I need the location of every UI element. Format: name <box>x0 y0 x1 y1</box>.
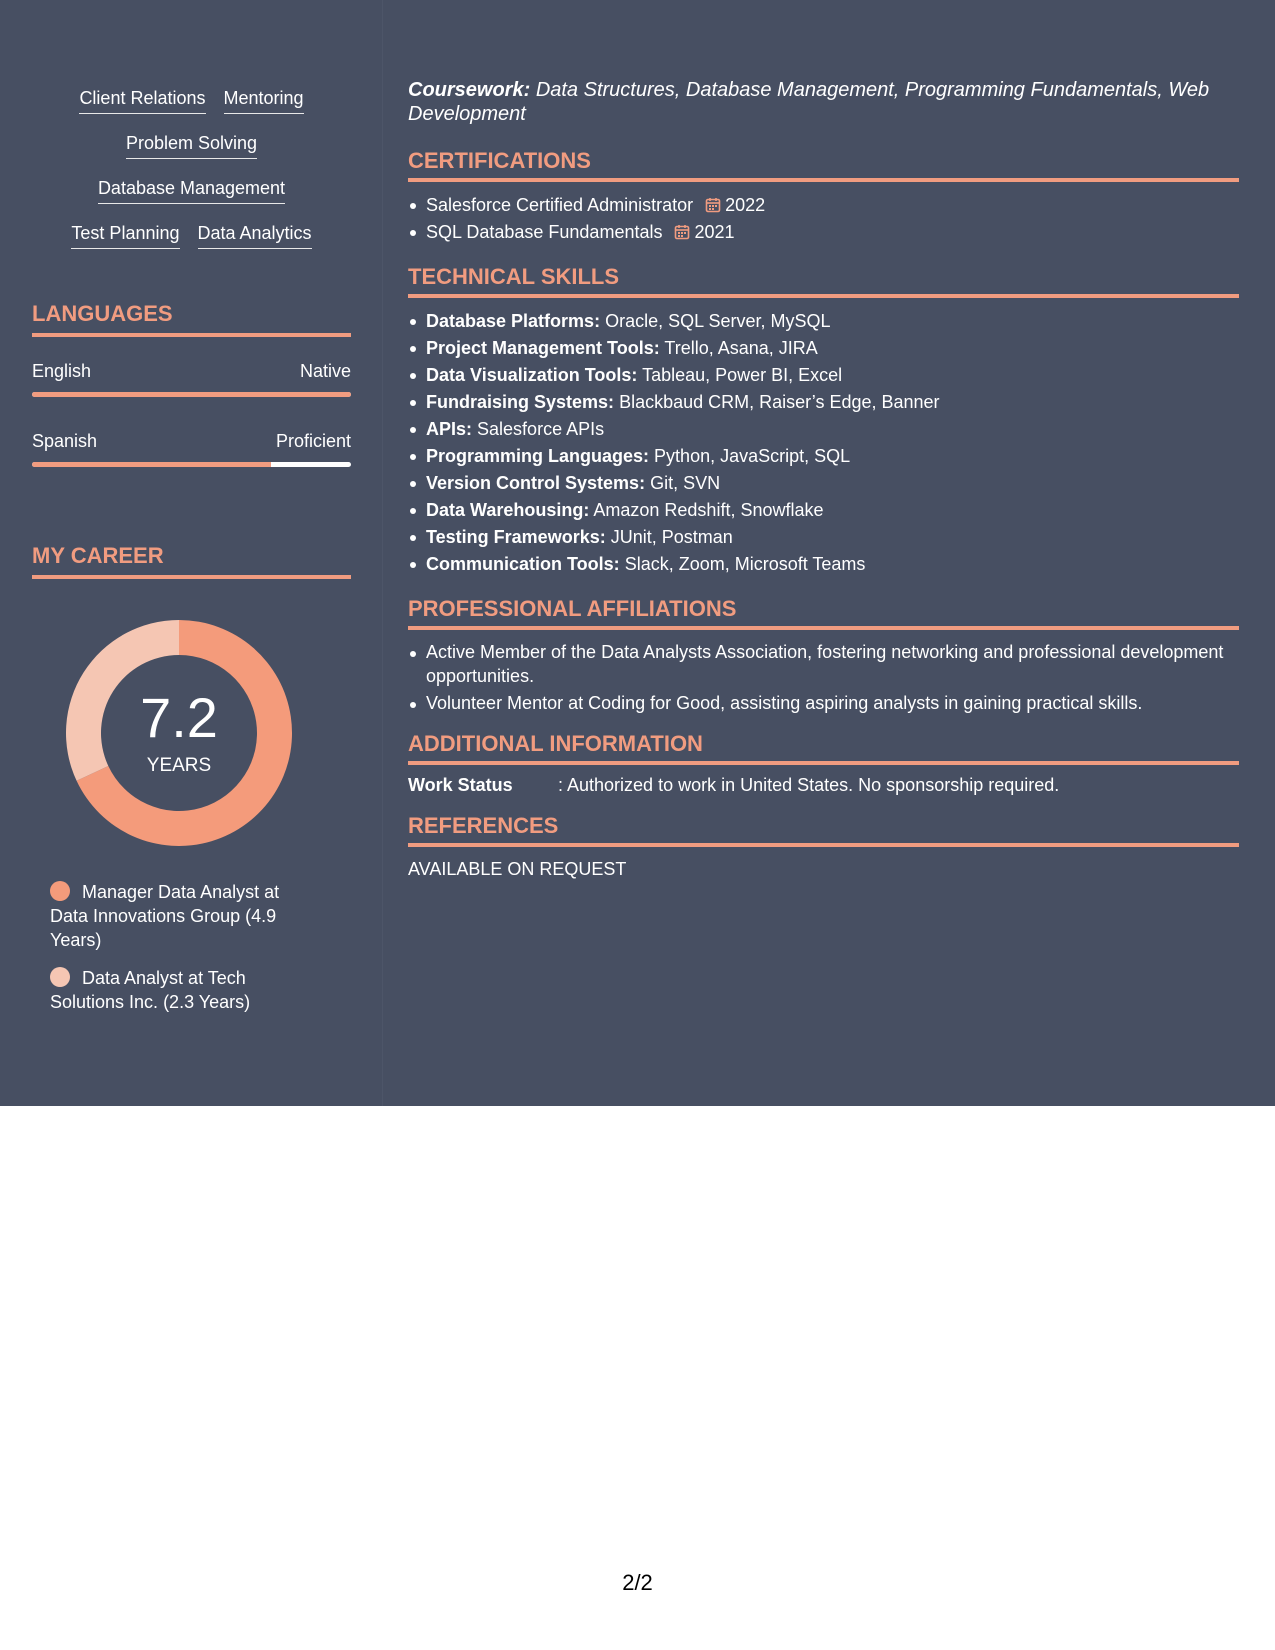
certification-name: Salesforce Certified Administrator <box>426 195 694 215</box>
career-legend-item <box>50 966 320 1014</box>
skill-values: Git, SVN <box>650 473 721 493</box>
list-item <box>408 192 1239 219</box>
work-status-value: : Authorized to work in United States. No sponsorship required. <box>558 775 1060 795</box>
list-item <box>408 551 1239 578</box>
coursework-text: Data Structures, Database Management, Programming Fundamentals, Web Development <box>408 79 1210 125</box>
coursework <box>408 78 1239 126</box>
certification-name: SQL Database Fundamentals <box>426 222 663 242</box>
career-years-label: YEARS <box>146 755 212 776</box>
technical-skills-heading: TECHNICAL SKILLS <box>408 264 1239 298</box>
language-level: Proficient <box>275 431 351 451</box>
skill-category: Fundraising Systems: <box>426 392 615 412</box>
skill-category: Communication Tools: <box>426 554 620 574</box>
affiliations-list <box>408 640 1239 715</box>
skill-values: JUnit, Postman <box>610 527 733 547</box>
certification-year: 2022 <box>725 195 766 215</box>
skill-category: Version Control Systems: <box>426 473 646 493</box>
language-bar-fill <box>32 392 351 397</box>
language-bar-fill <box>32 462 271 467</box>
list-item <box>408 219 1239 246</box>
skill-row <box>32 176 351 221</box>
legend-dot-icon <box>50 881 70 901</box>
skill-category: Data Visualization Tools: <box>426 365 638 385</box>
list-item <box>408 416 1239 443</box>
page-number: 2/2 <box>622 1570 653 1595</box>
skill-tag: Client Relations <box>79 86 205 114</box>
language-bar <box>32 392 351 397</box>
language-name: English <box>32 361 92 381</box>
list-item <box>408 308 1239 335</box>
list-item <box>408 389 1239 416</box>
language-item <box>32 360 351 397</box>
skill-values: Python, JavaScript, SQL <box>654 446 851 466</box>
skill-values: Slack, Zoom, Microsoft Teams <box>624 554 866 574</box>
skill-row <box>32 221 351 266</box>
additional-info-heading: ADDITIONAL INFORMATION <box>408 731 1239 765</box>
list-item <box>408 335 1239 362</box>
career-legend-label: Manager Data Analyst at Data Innovations Group (4.9 Years) <box>50 882 280 950</box>
skill-tag: Problem Solving <box>126 131 257 159</box>
skill-category: Project Management Tools: <box>426 338 660 358</box>
affiliations-heading: PROFESSIONAL AFFILIATIONS <box>408 596 1239 630</box>
list-item <box>408 470 1239 497</box>
language-name: Spanish <box>32 431 98 451</box>
skill-category: Data Warehousing: <box>426 500 590 520</box>
references-text: AVAILABLE ON REQUEST <box>408 859 627 879</box>
skill-values: Blackbaud CRM, Raiser’s Edge, Banner <box>619 392 940 412</box>
career-legend-item <box>50 880 320 952</box>
sidebar <box>0 0 383 1106</box>
skills-cloud <box>32 86 351 266</box>
skill-tag: Database Management <box>98 176 285 204</box>
certification-year: 2021 <box>694 222 735 242</box>
skill-row <box>32 86 351 131</box>
skill-category: APIs: <box>426 419 473 439</box>
languages-heading: LANGUAGES <box>32 301 351 337</box>
skill-tag: Test Planning <box>71 221 179 249</box>
certifications-heading: CERTIFICATIONS <box>408 148 1239 182</box>
calendar-icon <box>674 224 690 240</box>
list-item <box>408 497 1239 524</box>
work-status-row <box>408 773 1239 797</box>
list-item: Active Member of the Data Analysts Association, fostering networking and professional development opportunities. <box>408 640 1239 688</box>
skill-values: Amazon Redshift, Snowflake <box>593 500 824 520</box>
list-item <box>408 443 1239 470</box>
calendar-icon <box>705 197 721 213</box>
skill-values: Trello, Asana, JIRA <box>664 338 818 358</box>
skill-tag: Data Analytics <box>198 221 312 249</box>
language-item <box>32 430 351 467</box>
skill-values: Tableau, Power BI, Excel <box>642 365 843 385</box>
skill-row <box>32 131 351 176</box>
certifications-list <box>408 192 1239 246</box>
technical-skills-list <box>408 308 1239 578</box>
legend-dot-icon <box>50 967 70 987</box>
coursework-label: Coursework: <box>408 79 531 101</box>
skill-category: Database Platforms: <box>426 311 601 331</box>
skill-category: Programming Languages: <box>426 446 650 466</box>
skill-values: Oracle, SQL Server, MySQL <box>605 311 831 331</box>
language-bar <box>32 462 351 467</box>
language-level: Native <box>299 361 351 381</box>
work-status-label: Work Status <box>408 775 513 795</box>
skill-tag: Mentoring <box>224 86 304 114</box>
list-item <box>408 524 1239 551</box>
list-item: Volunteer Mentor at Coding for Good, assisting aspiring analysts in gaining practical skills. <box>408 691 1239 715</box>
career-legend-label: Data Analyst at Tech Solutions Inc. (2.3 Years) <box>50 968 251 1012</box>
references-heading: REFERENCES <box>408 813 1239 847</box>
career-heading: MY CAREER <box>32 543 351 579</box>
skill-values: Salesforce APIs <box>477 419 605 439</box>
main-column <box>408 78 1239 881</box>
skill-category: Testing Frameworks: <box>426 527 606 547</box>
career-total-years: 7.2 <box>140 686 218 749</box>
list-item <box>408 362 1239 389</box>
